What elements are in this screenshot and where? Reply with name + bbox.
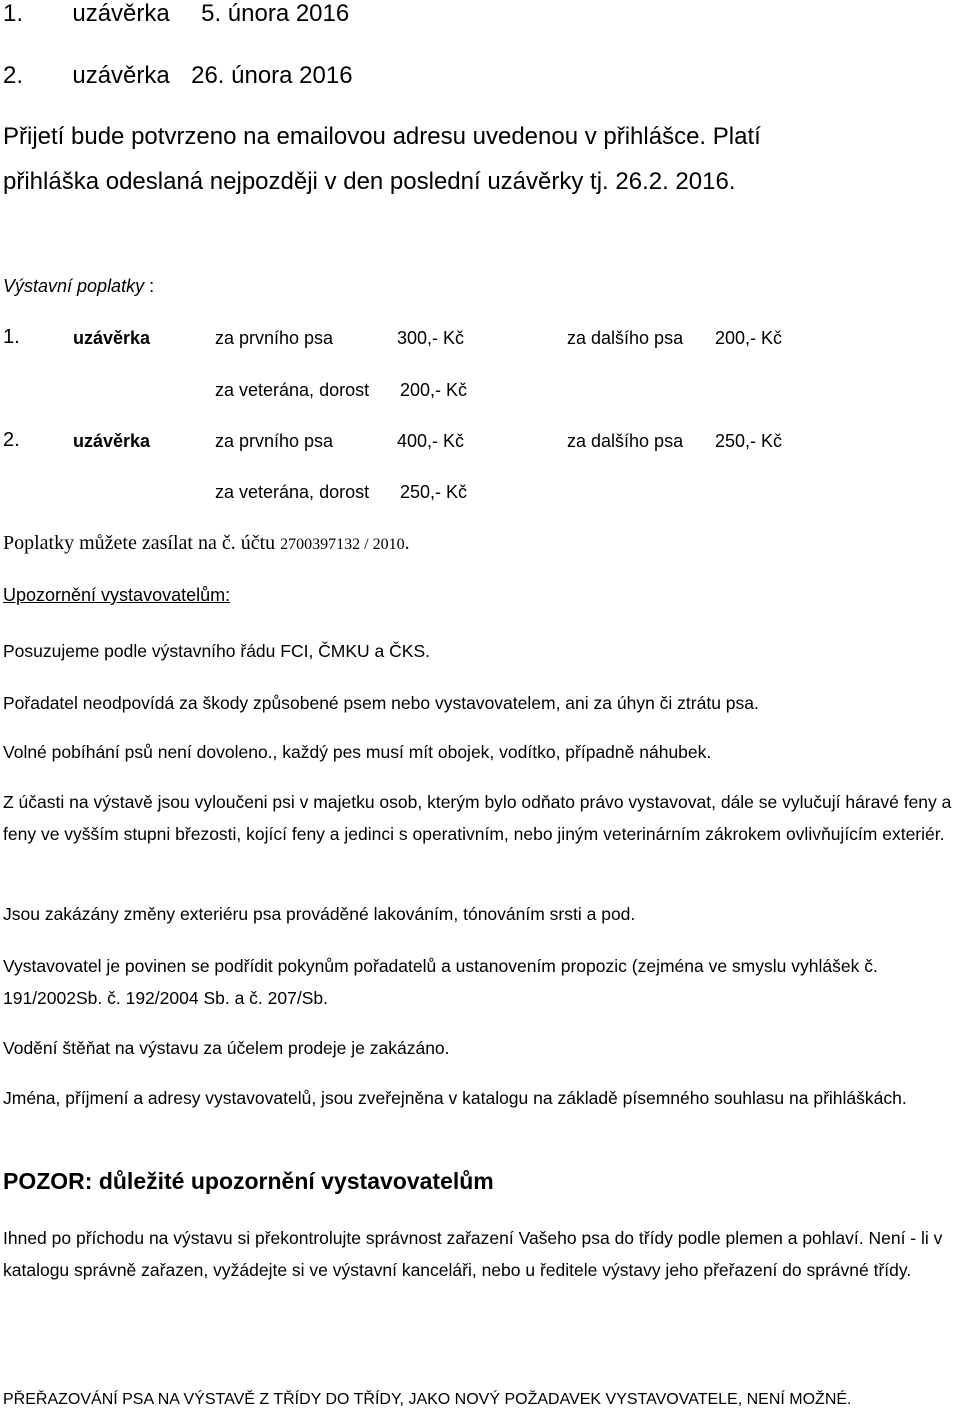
deadline-1 — [3, 0, 349, 28]
fees-title-line — [3, 276, 154, 297]
fee-row-2-next-price: 250,- Kč — [715, 431, 783, 451]
confirmation-line-1: Přijetí bude potvrzeno na emailovou adresu uvedenou v přihlášce. Platí — [3, 123, 761, 150]
warning-footer: PŘEŘAZOVÁNÍ PSA NA VÝSTAVĚ Z TŘÍDY DO TŘÍDY, JAKO NOVÝ POŽADAVEK VYSTAVOVATELE, NENÍ MOŽNÉ. — [3, 1391, 852, 1408]
notice-paragraph-5: Jsou zakázány změny exteriéru psa prováděné lakováním, tónováním srsti a pod. — [3, 904, 636, 924]
deadline-1-date: 5. února 2016 — [201, 0, 350, 27]
confirmation-line-2: přihláška odeslaná nejpozději v den poslední uzávěrky tj. 26.2. 2016. — [3, 168, 736, 195]
deadline-2 — [3, 62, 353, 90]
notice-paragraph-3: Volné pobíhání psů není dovoleno., každý pes musí mít obojek, vodítko, případně náhubek. — [3, 742, 712, 762]
notice-paragraph-4: Z účasti na výstavě jsou vyloučeni psi v majetku osob, kterým bylo odňato právo vystavovat, dále se vylučují háravé feny a feny ve vyšším stupni březosti, kojící feny a jedinci s operativním, nebo jiným veterinárním zákrokem ovlivňujícím exteriér. — [3, 792, 952, 844]
payment-end: . — [404, 532, 410, 554]
fee-row-1-next-dog: za dalšího psa — [567, 328, 684, 348]
warning-paragraph: Ihned po příchodu na výstavu si překontrolujte správnost zařazení Vašeho psa do třídy podle plemen a pohlaví. Není - li v katalogu správně zařazen, vyžádejte si ve výstavní kanceláři, nebo u ředitele výstavy jeho přeřazení do správné třídy. — [3, 1228, 943, 1280]
payment-line — [3, 532, 410, 555]
payment-text: Poplatky můžete zasílat na č. účtu — [3, 532, 276, 554]
fee-row-1-veteran: za veterána, dorost — [215, 380, 370, 400]
fee-row-1-first-dog: za prvního psa — [215, 328, 334, 348]
fee-row-2-num: 2. — [3, 429, 20, 451]
fee-row-1-veteran-price: 200,- Kč — [400, 380, 468, 400]
deadline-2-date: 26. února 2016 — [191, 62, 353, 89]
fee-row-1-next-price: 200,- Kč — [715, 328, 783, 348]
notice-paragraph-6: Vystavovatel je povinen se podřídit pokynům pořadatelů a ustanovením propozic (zejména ve smyslu vyhlášek č. 191/2002Sb. č. 192/2004 Sb. a č. 207/Sb. — [3, 956, 878, 1008]
notice-heading: Upozornění vystavovatelům: — [3, 585, 231, 605]
deadline-2-label: uzávěrka — [72, 62, 170, 89]
account-number: 2700397132 / 2010 — [280, 536, 405, 553]
notice-paragraph-7: Vodění štěňat na výstavu za účelem prodeje je zakázáno. — [3, 1038, 450, 1058]
deadline-1-label: uzávěrka — [72, 0, 170, 27]
fee-row-2-label: uzávěrka — [73, 431, 151, 451]
fees-title-colon: : — [149, 276, 155, 296]
warning-heading: POZOR: důležité upozornění vystavovatelům — [3, 1168, 494, 1194]
fee-row-2-next-dog: za dalšího psa — [567, 431, 684, 451]
fee-row-2-first-price: 400,- Kč — [397, 431, 465, 451]
fee-row-1-num: 1. — [3, 326, 20, 348]
fee-row-2-first-dog: za prvního psa — [215, 431, 334, 451]
deadline-1-num: 1. — [3, 0, 24, 27]
fee-row-1-label: uzávěrka — [73, 328, 151, 348]
deadline-2-num: 2. — [3, 62, 24, 89]
notice-paragraph-8: Jména, příjmení a adresy vystavovatelů, jsou zveřejněna v katalogu na základě písemného souhlasu na přihláškách. — [3, 1088, 907, 1108]
fee-row-2-veteran: za veterána, dorost — [215, 482, 370, 502]
fee-row-1-first-price: 300,- Kč — [397, 328, 465, 348]
notice-paragraph-1: Posuzujeme podle výstavního řádu FCI, ČMKU a ČKS. — [3, 641, 430, 661]
notice-paragraph-2: Pořadatel neodpovídá za škody způsobené psem nebo vystavovatelem, ani za úhyn či ztrátu psa. — [3, 693, 759, 713]
fee-row-2-veteran-price: 250,- Kč — [400, 482, 468, 502]
fees-title: Výstavní poplatky — [3, 276, 145, 296]
